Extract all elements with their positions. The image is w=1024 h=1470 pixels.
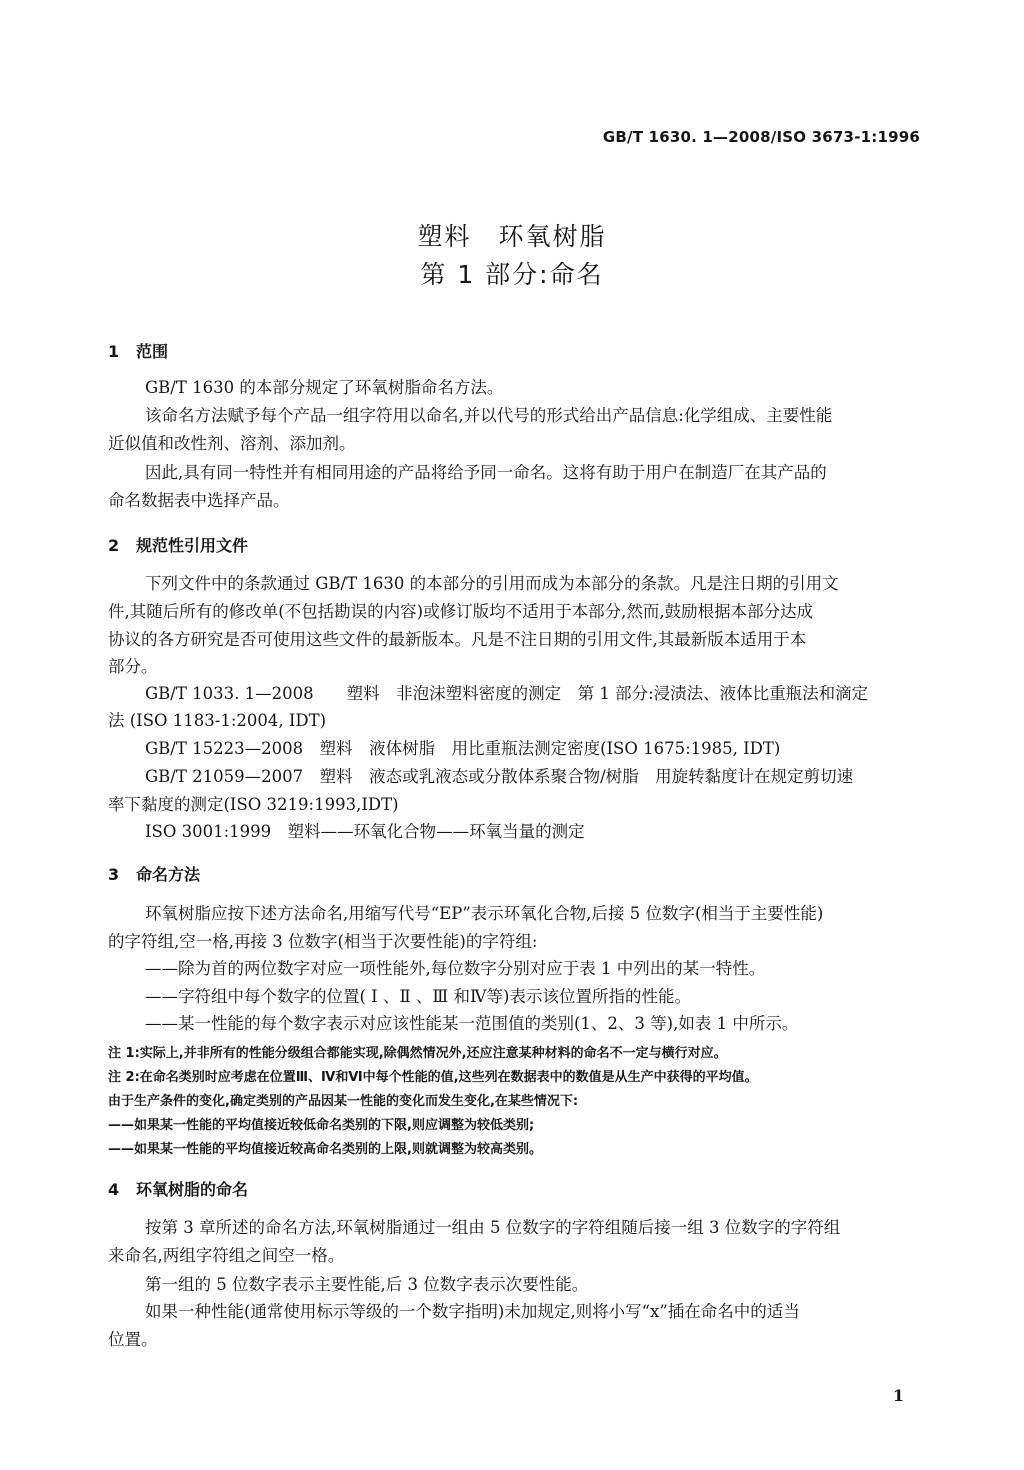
paragraph-line: GB/T 1630 的本部分规定了环氧树脂命名方法。 xyxy=(145,378,504,397)
section-heading xyxy=(108,339,168,362)
dash-list-item: ——除为首的两位数字对应一项性能外,每位数字分别对应于表 1 中列出的某一特性。 xyxy=(145,959,766,978)
section-title: 命名方法 xyxy=(136,865,201,884)
paragraph-line: 的字符组,空一格,再接 3 位数字(相当于次要性能)的字符组: xyxy=(108,932,538,951)
paragraph-line: 近似值和改性剂、溶剂、添加剂。 xyxy=(108,434,356,453)
section-title: 环氧树脂的命名 xyxy=(136,1180,249,1199)
standard-code-header: GB/T 1630. 1—2008/ISO 3673-1:1996 xyxy=(602,128,920,146)
reference-entry: ISO 3001:1999 塑料——环氧化合物——环氧当量的测定 xyxy=(145,822,585,841)
paragraph-line: 按第 3 章所述的命名方法,环氧树脂通过一组由 5 位数字的字符组随后接一组 3 位数字的字符组 xyxy=(145,1218,841,1237)
note: 注 1:实际上,并非所有的性能分级组合都能实现,除偶然情况外,还应注意某种材料的命名不一定与横行对应。 xyxy=(108,1046,727,1061)
paragraph-line: 因此,具有同一特性并有相同用途的产品将给予同一命名。这将有助于用户在制造厂在其产品的 xyxy=(145,463,827,482)
section-number: 2 xyxy=(108,536,120,555)
paragraph-line: 如果一种性能(通常使用标示等级的一个数字指明)未加规定,则将小写“x”插在命名中的适当 xyxy=(145,1302,800,1321)
reference-entry: GB/T 21059—2007 塑料 液态或乳液态或分散体系聚合物/树脂 用旋转黏度计在规定剪切速 xyxy=(145,767,854,786)
document-title-line-1: 塑料 环氧树脂 xyxy=(417,222,607,251)
paragraph-line: 下列文件中的条款通过 GB/T 1630 的本部分的引用而成为本部分的条款。凡是注日期的引用文 xyxy=(145,574,839,593)
reference-entry: 法 (ISO 1183-1:2004, IDT) xyxy=(108,711,327,730)
paragraph-line: 位置。 xyxy=(108,1330,158,1349)
section-heading xyxy=(108,1177,248,1200)
section-number: 4 xyxy=(108,1180,120,1199)
section-number: 1 xyxy=(108,342,120,361)
dash-list-item: ——字符组中每个数字的位置( Ⅰ 、Ⅱ 、Ⅲ 和Ⅳ等)表示该位置所指的性能。 xyxy=(145,987,691,1006)
paragraph-line: 第一组的 5 位数字表示主要性能,后 3 位数字表示次要性能。 xyxy=(145,1275,589,1294)
paragraph-line: 来命名,两组字符组之间空一格。 xyxy=(108,1246,345,1265)
section-title: 范围 xyxy=(136,342,169,361)
paragraph-line: 命名数据表中选择产品。 xyxy=(108,491,290,510)
paragraph-line: 该命名方法赋予每个产品一组字符用以命名,并以代号的形式给出产品信息:化学组成、主要性能 xyxy=(145,406,833,425)
document-title-line-2: 第 1 部分:命名 xyxy=(420,260,604,289)
note: 注 2:在命名类别时应考虑在位置Ⅲ、Ⅳ和Ⅵ中每个性能的值,这些列在数据表中的数值是从生产中获得的平均值。 xyxy=(108,1070,758,1085)
reference-entry: GB/T 15223—2008 塑料 液体树脂 用比重瓶法测定密度(ISO 1675:1985, IDT) xyxy=(145,739,781,758)
paragraph-line: 件,其随后所有的修改单(不包括勘误的内容)或修订版均不适用于本部分,然而,鼓励根据本部分达成 xyxy=(108,602,814,621)
section-heading xyxy=(108,862,200,885)
dash-list-item: ——某一性能的每个数字表示对应该性能某一范围值的类别(1、2、3 等),如表 1 中所示。 xyxy=(145,1014,799,1033)
reference-entry: GB/T 1033. 1—2008 塑料 非泡沫塑料密度的测定 第 1 部分:浸渍法、液体比重瓶法和滴定 xyxy=(145,684,869,703)
section-number: 3 xyxy=(108,865,120,884)
page-number: 1 xyxy=(892,1386,904,1405)
note: ——如果某一性能的平均值接近较低命名类别的下限,则应调整为较低类别; xyxy=(108,1118,535,1133)
paragraph-line: 协议的各方研究是否可使用这些文件的最新版本。凡是不注日期的引用文件,其最新版本适用于本 xyxy=(108,630,807,649)
reference-entry: 率下黏度的测定(ISO 3219:1993,IDT) xyxy=(108,795,399,814)
note: ——如果某一性能的平均值接近较高命名类别的上限,则就调整为较高类别。 xyxy=(108,1142,542,1157)
note: 由于生产条件的变化,确定类别的产品因某一性能的变化而发生变化,在某些情况下: xyxy=(108,1094,579,1109)
paragraph-line: 环氧树脂应按下述方法命名,用缩写代号“EP”表示环氧化合物,后接 5 位数字(相当于主要性能) xyxy=(145,904,824,923)
paragraph-line: 部分。 xyxy=(108,657,158,676)
section-heading xyxy=(108,533,248,556)
section-title: 规范性引用文件 xyxy=(136,536,249,555)
